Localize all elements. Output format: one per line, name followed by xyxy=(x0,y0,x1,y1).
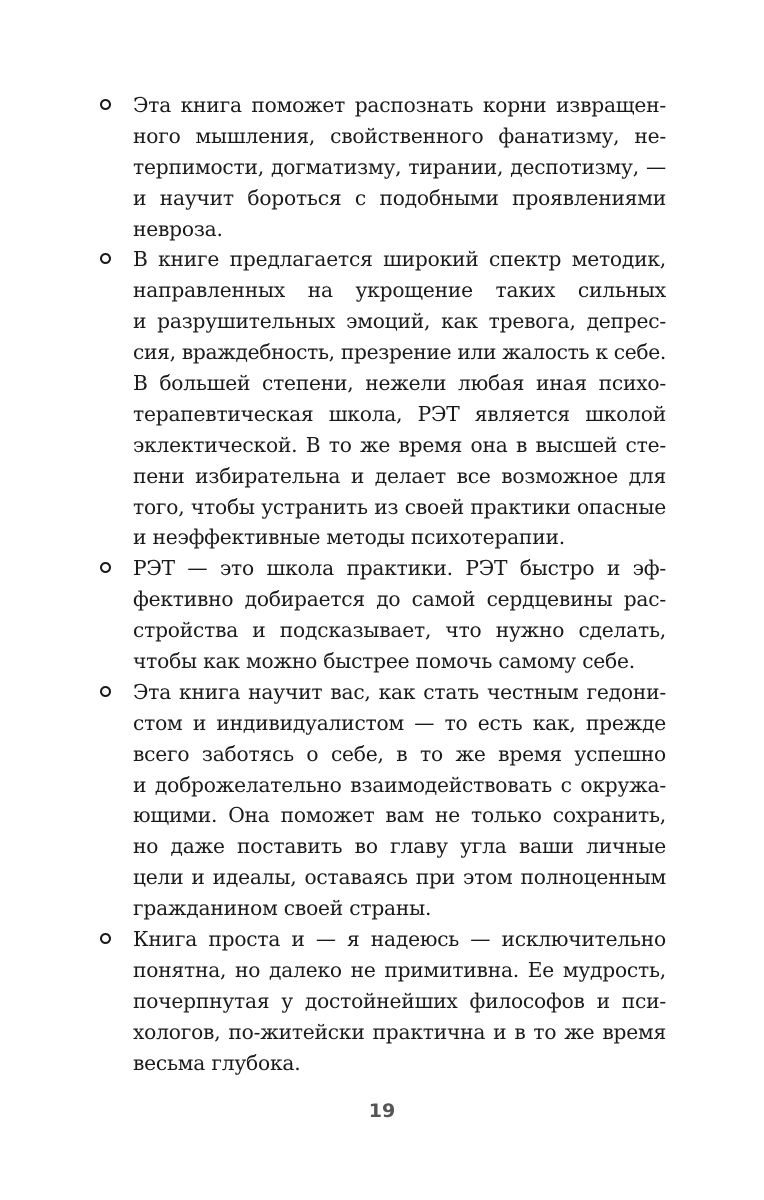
text-line: но даже поставить во главу угла ваши личные xyxy=(133,834,666,859)
circle-bullet-icon xyxy=(100,253,111,264)
text-line: и научит бороться с подобными проявлениями xyxy=(133,185,666,210)
text-line: понятна, но далеко не примитивна. Ее мудрость, xyxy=(133,957,666,982)
text-line: фективно добирается до самой сердцевины рас- xyxy=(133,587,666,612)
text-line: ющими. Она поможет вам не только сохранить, xyxy=(133,803,666,828)
text-line: стройства и подсказывает, что нужно сделать, xyxy=(133,618,666,643)
text-line: почерпнутая у достойнейших философов и пси- xyxy=(133,988,666,1013)
bullet-item-4 xyxy=(100,677,666,924)
circle-bullet-icon xyxy=(100,562,111,573)
text-line: Эта книга научит вас, как стать честным гедони- xyxy=(133,679,666,704)
bullet-item-2 xyxy=(100,244,666,553)
text-line: сия, враждебность, презрение или жалость к себе. xyxy=(133,340,666,365)
text-line: всего заботясь о себе, в то же время успешно xyxy=(133,741,666,766)
text-line: направленных на укрощение таких сильных xyxy=(133,278,666,303)
text-line: весьма глубока. xyxy=(133,1050,301,1075)
bullet-item-1 xyxy=(100,90,666,244)
text-line: Книга проста и — я надеюсь — исключительно xyxy=(133,927,666,952)
text-line: цели и идеалы, оставаясь при этом полноценным xyxy=(133,865,666,890)
text-line: терпимости, догматизму, тирании, деспотизму, — xyxy=(133,154,666,179)
text-line: и доброжелательно взаимодействовать с окружа- xyxy=(133,772,666,797)
text-line: терапевтическая школа, РЭТ является школой xyxy=(133,401,666,426)
text-line: пени избирательна и делает все возможное для xyxy=(133,463,666,488)
circle-bullet-icon xyxy=(100,686,111,697)
text-line: ного мышления, свойственного фанатизму, не- xyxy=(133,123,666,148)
text-line: эклектической. В то же время она в высшей сте- xyxy=(133,432,666,457)
text-line: В книге предлагается широкий спектр методик, xyxy=(133,247,666,272)
text-line: стом и индивидуалистом — то есть как, прежде xyxy=(133,710,666,735)
bullet-list xyxy=(100,90,666,1079)
text-line: В большей степени, нежели любая иная психо- xyxy=(133,371,666,396)
text-line: того, чтобы устранить из своей практики опасные xyxy=(133,494,666,519)
circle-bullet-icon xyxy=(100,99,111,110)
text-line: хологов, по-житейски практична и в то же время xyxy=(133,1019,666,1044)
page-number: 19 xyxy=(368,1100,396,1122)
bullet-item-3 xyxy=(100,553,666,677)
text-line: РЭТ — это школа практики. РЭТ быстро и эф- xyxy=(133,556,666,581)
text-line: Эта книга поможет распознать корни извращен- xyxy=(133,93,666,117)
bullet-item-5 xyxy=(100,924,666,1078)
circle-bullet-icon xyxy=(100,933,111,944)
text-line: чтобы как можно быстрее помочь самому себе. xyxy=(133,649,635,674)
text-line: гражданином своей страны. xyxy=(133,896,432,921)
text-line: и разрушительных эмоций, как тревога, депрес- xyxy=(133,309,666,334)
text-line: невроза. xyxy=(133,216,223,241)
text-line: и неэффективные методы психотерапии. xyxy=(133,525,565,550)
